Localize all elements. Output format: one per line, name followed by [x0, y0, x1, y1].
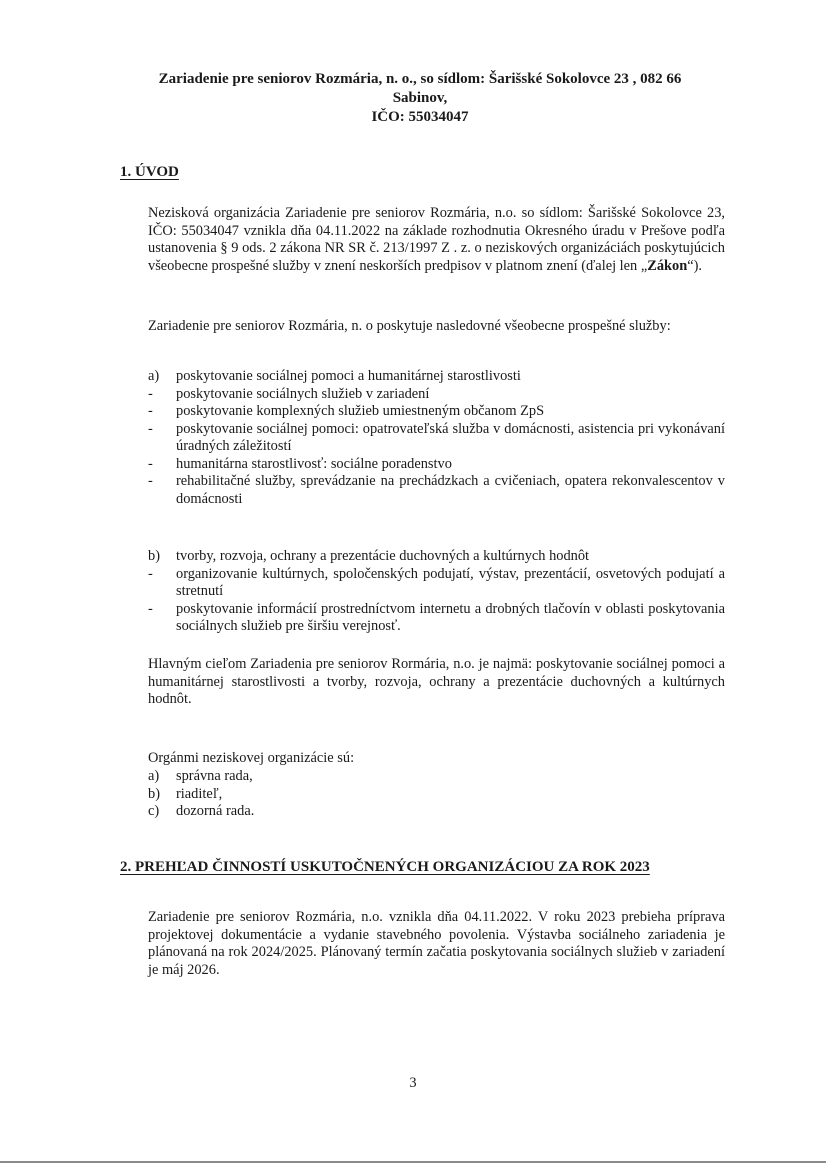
intro-text: Nezisková organizácia Zariadenie pre seniorov Rozmária, n.o. so sídlom: Šarišské Sokolovce 23, IČO: 55034047 vznikla dňa 04.11.2022 na základe rozhodnutia Okresného úradu v Prešove podľa ustanovenia § 9 ods. 2 zákona NR SR č. 213/1997 Z . z. o neziskových organizáciách poskytujúcich všeobecne prospešné služby v znení neskorších predpisov v platnom znení (ďalej len „	[148, 205, 725, 274]
scan-edge-line	[0, 1161, 826, 1163]
group-b-title: b) tvorby, rozvoja, ochrany a prezentácie duchovných a kultúrnych hodnôt	[148, 548, 590, 564]
list-item: - organizovanie kultúrnych, spoločenských podujatí, výstav, prezentácií, osvetových podujatí a stretnutí	[148, 565, 725, 599]
list-item: a) správna rada,	[148, 768, 253, 784]
page-number: 3	[409, 1075, 417, 1091]
section-2-paragraph: Zariadenie pre seniorov Rozmária, n.o. vznikla dňa 04.11.2022. V roku 2023 prebieha príprava projektovej dokumentácie a vydanie stavebného povolenia. Výstavba sociálneho zariadenia je plánovaná na rok 2024/2025. Plánovaný termín začatia poskytovania sociálnych služieb v zariadení je máj 2026.	[148, 909, 725, 978]
service-group-a	[148, 368, 725, 508]
list-item: c) dozorná rada.	[148, 803, 255, 819]
list-item: - poskytovanie sociálnych služieb v zariadení	[148, 385, 430, 402]
group-a-marker: a)	[148, 368, 160, 384]
organs-list	[148, 768, 725, 821]
list-item: - rehabilitačné služby, sprevádzanie na prechádzkach a cvičeniach, opatera rekonvalescentov v domácnosti	[148, 473, 725, 507]
group-a-title: a) poskytovanie sociálnej pomoci a humanitárnej starostlivosti	[148, 368, 521, 384]
list-item: - poskytovanie informácií prostredníctvom internetu a drobných tlačovín v oblasti poskytovania sociálnych služieb pre širšiu verejnosť.	[148, 600, 725, 634]
header-line-ico: IČO: 55034047	[371, 109, 469, 125]
section-1-heading: 1. ÚVOD	[120, 164, 179, 180]
organs-intro: Orgánmi neziskovej organizácie sú:	[148, 750, 355, 766]
service-group-b	[148, 548, 725, 636]
document-header	[120, 70, 720, 127]
list-item: b) riaditeľ,	[148, 785, 223, 802]
dash-marker: -	[148, 403, 153, 419]
dash-marker: -	[148, 600, 153, 617]
dash-marker: -	[148, 565, 153, 582]
services-intro-paragraph: Zariadenie pre seniorov Rozmária, n. o poskytuje nasledovné všeobecne prospešné služby:	[148, 318, 671, 334]
header-line-organization: Zariadenie pre seniorov Rozmária, n. o., so sídlom: Šarišské Sokolovce 23 , 082 66	[158, 71, 682, 87]
dash-marker: -	[148, 420, 153, 437]
section-2-heading: 2. PREHĽAD ČINNOSTÍ USKUTOČNENÝCH ORGANIZÁCIOU ZA ROK 2023	[120, 859, 650, 875]
header-line-city: Sabinov,	[392, 90, 448, 106]
dash-marker: -	[148, 385, 153, 402]
intro-paragraph	[148, 205, 725, 275]
dash-marker: -	[148, 473, 153, 489]
list-item: - poskytovanie sociálnej pomoci: opatrovateľská služba v domácnosti, asistencia pri vykonávaní úradných záležitostí	[148, 420, 725, 454]
intro-text-end: “).	[687, 257, 703, 274]
dash-marker: -	[148, 455, 153, 472]
list-item: - poskytovanie komplexných služieb umiestneným občanom ZpS	[148, 403, 545, 419]
intro-bold-term: Zákon	[647, 257, 688, 274]
list-item: - humanitárna starostlivosť: sociálne poradenstvo	[148, 455, 452, 472]
goal-paragraph: Hlavným cieľom Zariadenia pre seniorov Rormária, n.o. je najmä: poskytovanie sociálnej pomoci a humanitárnej starostlivosti a tvorby, rozvoja, ochrany a prezentácie duchovných a kultúrnych hodnôt.	[148, 656, 725, 707]
group-b-marker: b)	[148, 548, 160, 564]
